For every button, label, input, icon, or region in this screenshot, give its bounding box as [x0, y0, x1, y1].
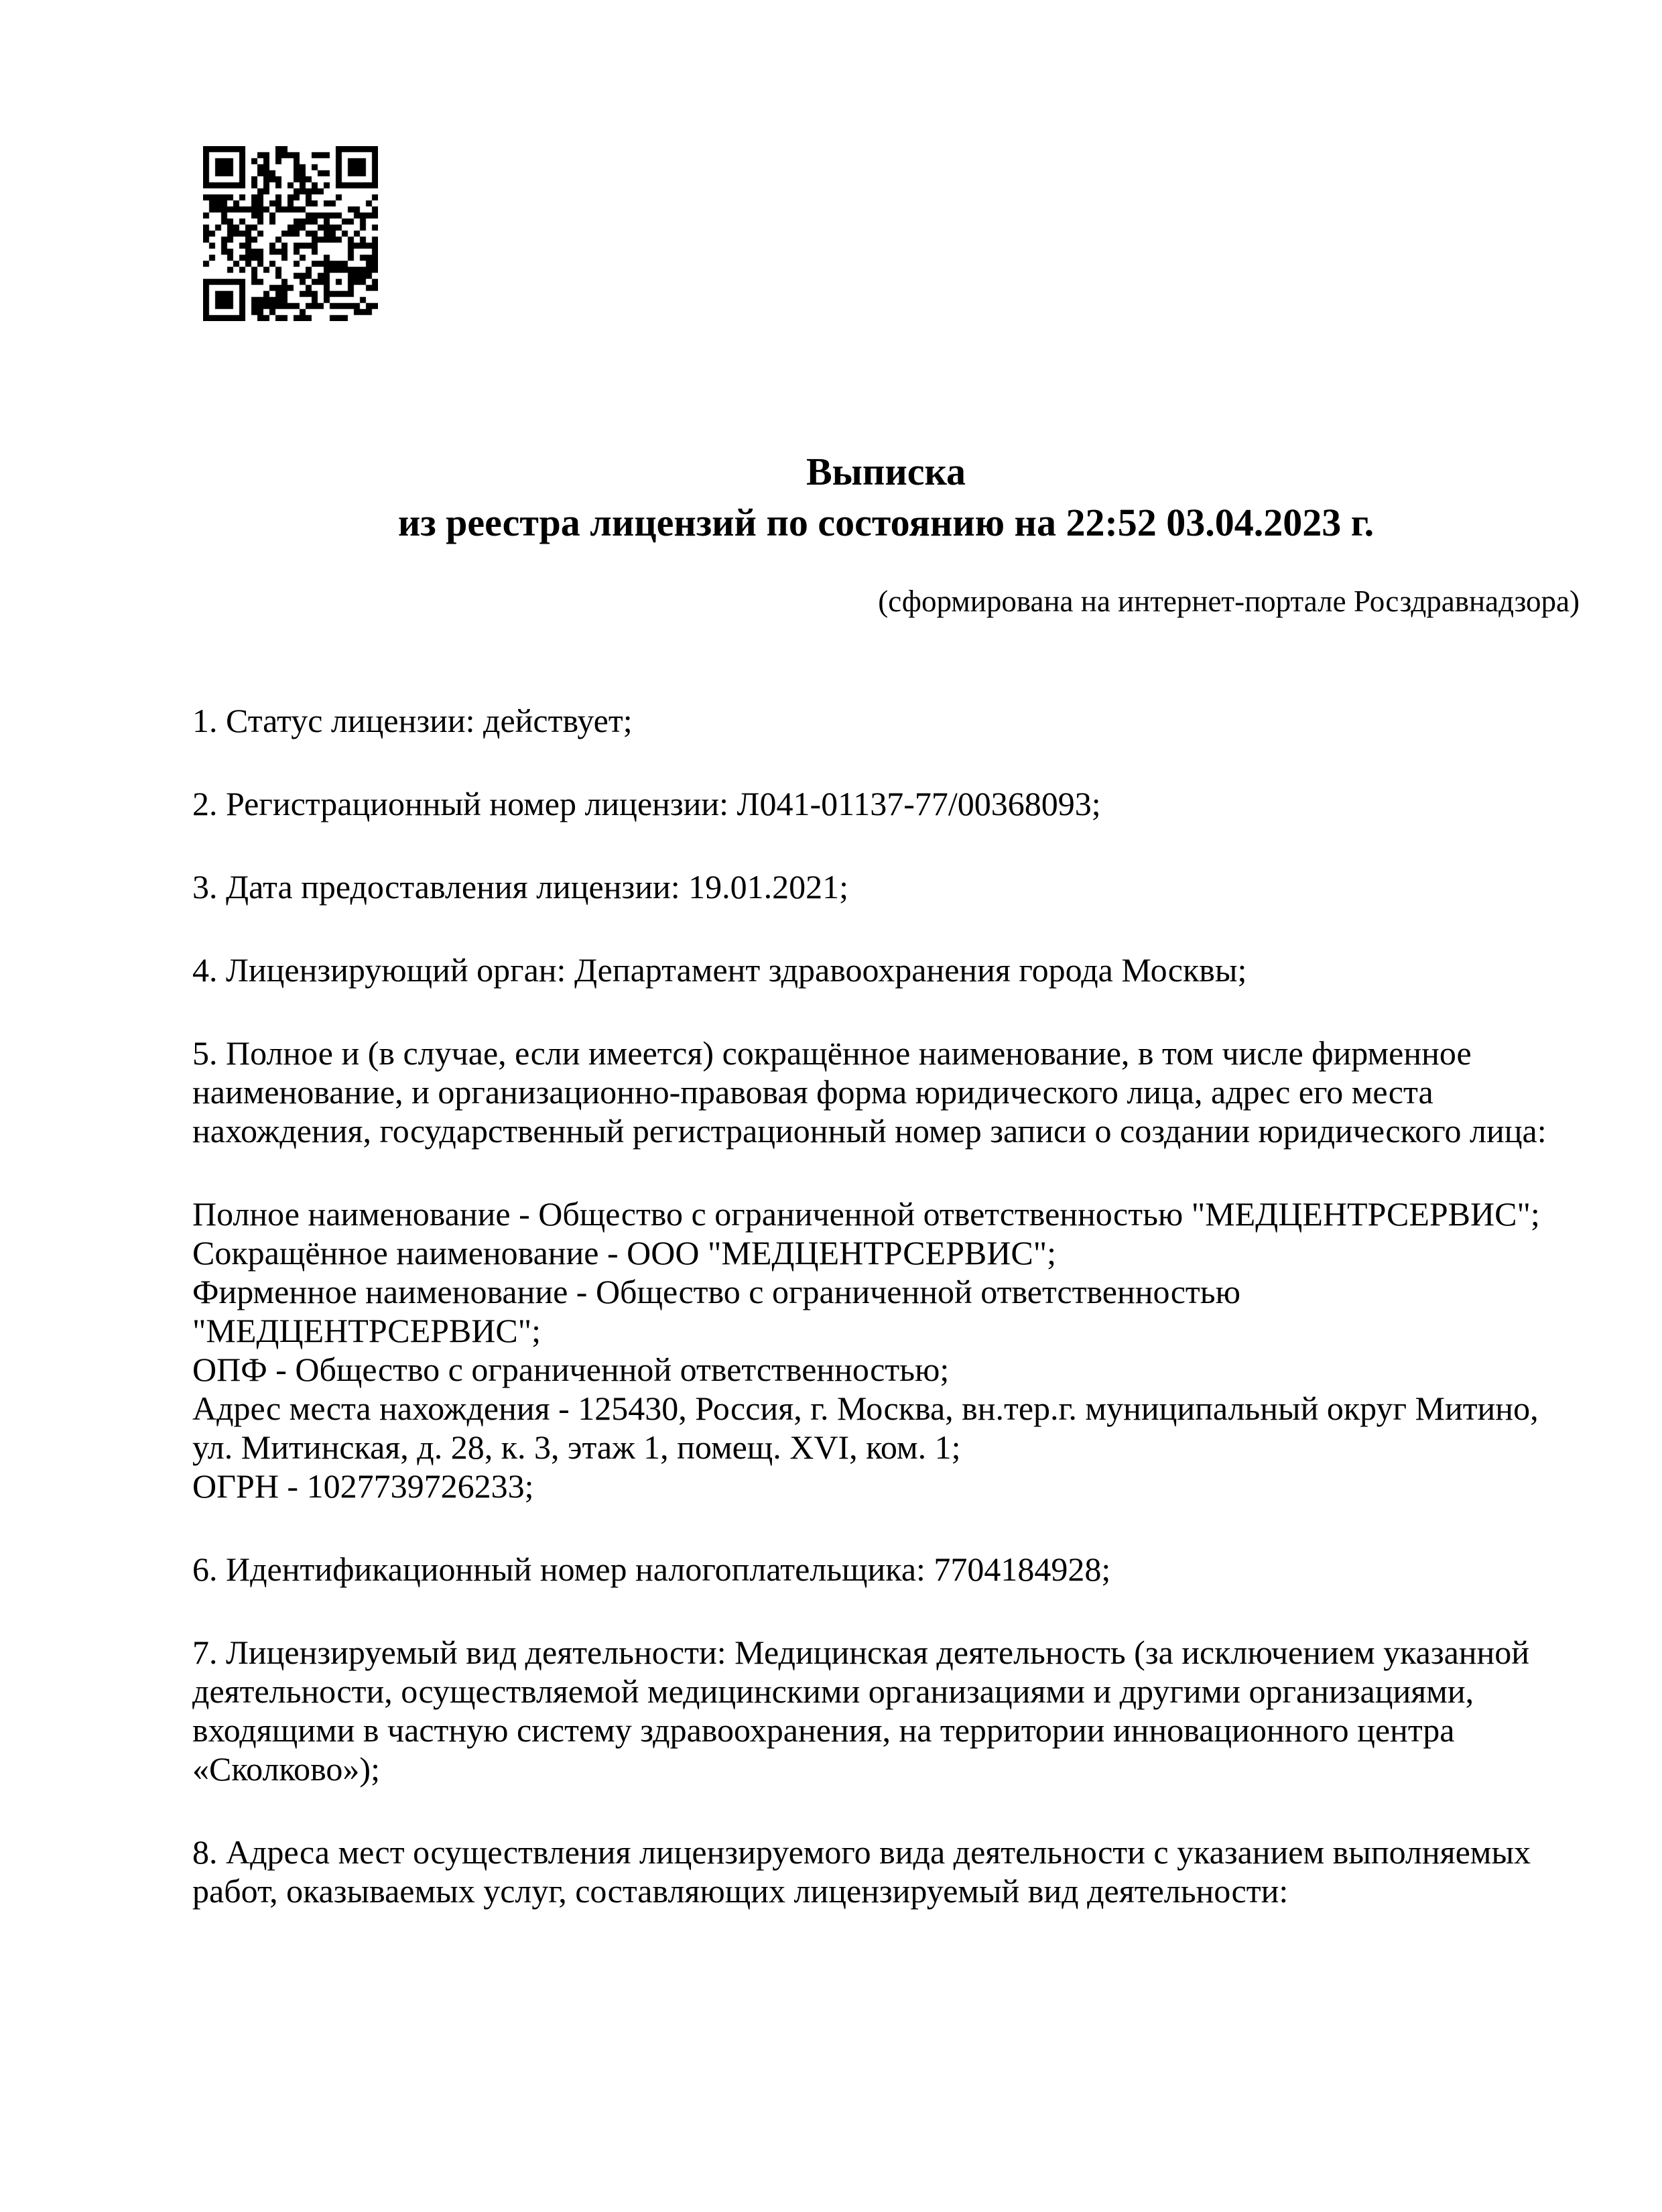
company-brand-name: Фирменное наименование - Общество с ограниченной ответственностью "МЕДЦЕНТРСЕРВИС"; — [192, 1273, 1240, 1349]
document-body — [192, 701, 1580, 1955]
company-opf: ОПФ - Общество с ограниченной ответственностью; — [192, 1351, 950, 1388]
license-grant-date: 3. Дата предоставления лицензии: 19.01.2021; — [192, 868, 849, 906]
company-address: Адрес места нахождения - 125430, Россия, г. Москва, вн.тер.г. муниципальный округ Митино, ул. Митинская, д. 28, к. 3, этаж 1, помещ. XVI, ком. 1; — [192, 1390, 1539, 1466]
licensed-activity: 7. Лицензируемый вид деятельности: Медицинская деятельность (за исключением указанной деятельности, осуществляемой медицинскими организациями и другими организациями, входящими в частную систему здравоохранения, на территории инновационного центра «Сколково»); — [192, 1634, 1530, 1788]
document-subtitle: (сформирована на интернет-портале Росздравнадзора) — [878, 585, 1580, 618]
company-ogrn: ОГРН - 1027739726233; — [192, 1467, 534, 1505]
licensing-authority: 4. Лицензирующий орган: Департамент здравоохранения города Москвы; — [192, 951, 1247, 989]
taxpayer-inn: 6. Идентификационный номер налогоплательщика: 7704184928; — [192, 1550, 1111, 1588]
document-title — [192, 446, 1580, 548]
company-short-name: Сокращённое наименование - ООО "МЕДЦЕНТРСЕРВИС"; — [192, 1234, 1057, 1272]
qr-code-icon — [203, 146, 378, 321]
title-line-2: из реестра лицензий по состоянию на 22:52 03.04.2023 г. — [397, 501, 1375, 544]
names-section-intro: 5. Полное и (в случае, если имеется) сокращённое наименование, в том числе фирменное наименование, и организационно-правовая форма юридического лица, адрес его места нахождения, государственный регистрационный номер записи о создании юридического лица: — [192, 1034, 1547, 1150]
license-registration-number: 2. Регистрационный номер лицензии: Л041-01137-77/00368093; — [192, 785, 1101, 822]
company-details-block — [192, 1194, 1580, 1506]
title-line-1: Выписка — [806, 450, 966, 493]
company-full-name: Полное наименование - Общество с ограниченной ответственностью "МЕДЦЕНТРСЕРВИС"; — [192, 1195, 1540, 1233]
addresses-section-intro: 8. Адреса мест осуществления лицензируемого вида деятельности с указанием выполняемых работ, оказываемых услуг, составляющих лицензируемый вид деятельности: — [192, 1833, 1531, 1910]
license-status: 1. Статус лицензии: действует; — [192, 702, 633, 739]
